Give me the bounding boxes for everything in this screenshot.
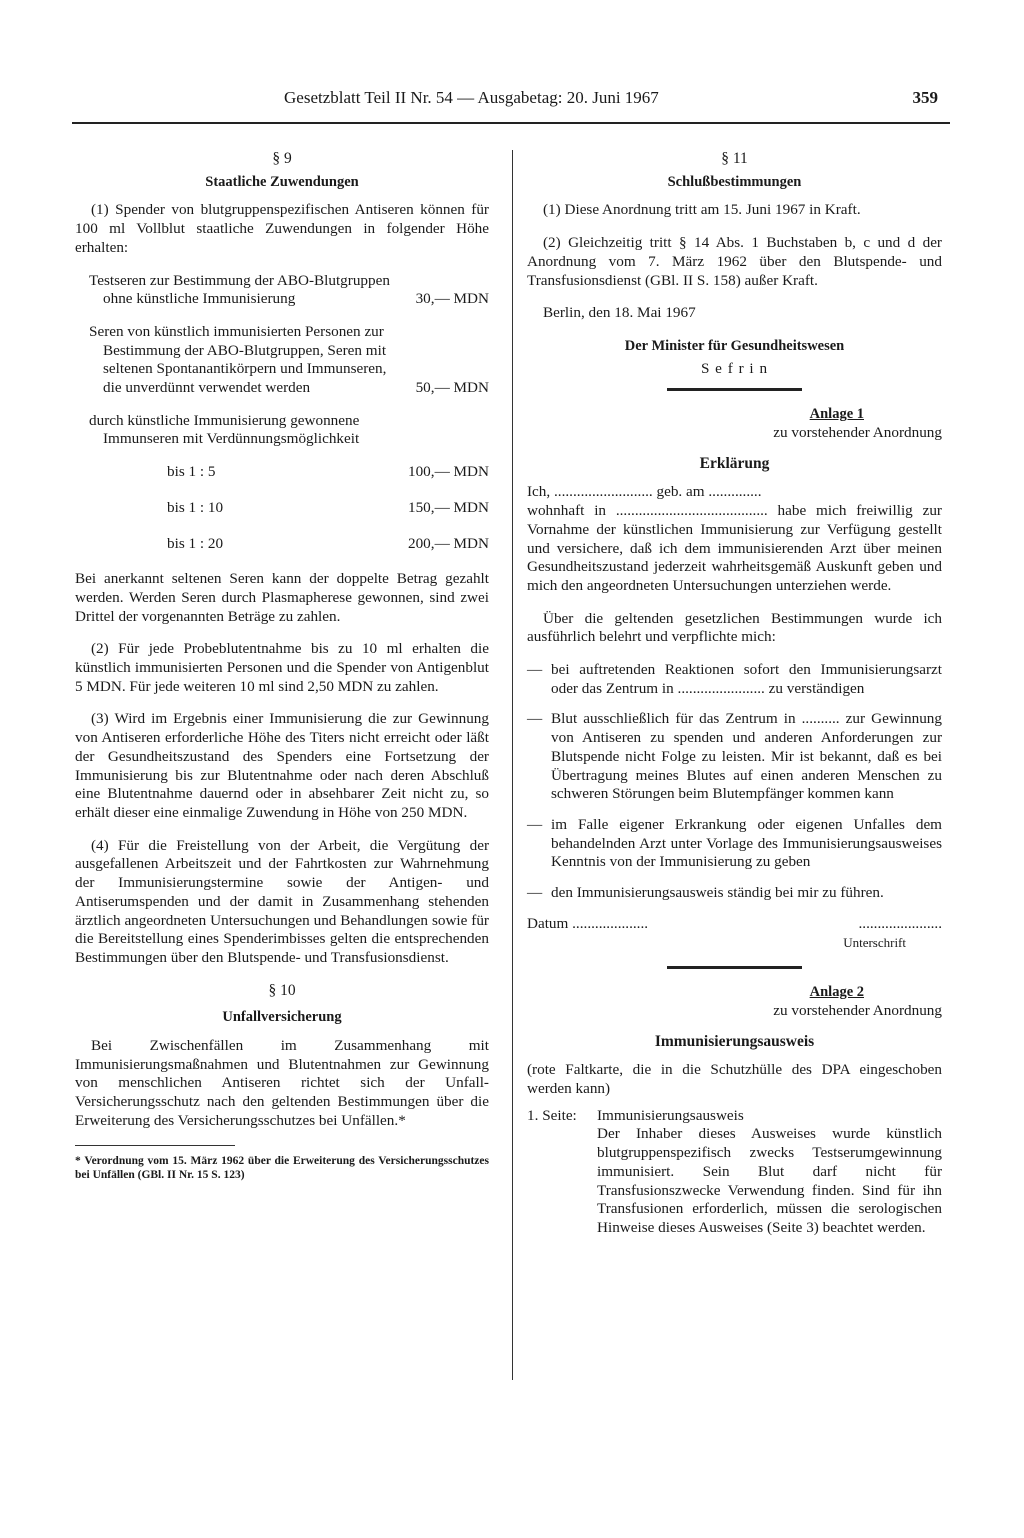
obligation-text: Blut ausschließlich für das Zentrum in .......... zur Gewinnung von Antiseren zu spenden und anderen Anforderungen zur Blutspende nicht Folge zu leisten. Mir ist bekannt, daß es bei Übertragung meines Blutes auf einen anderen Menschen zu schweren Störungen beim Blutempfänger kommen kann [551,710,942,803]
ratio-1-label: bis 1 : 5 [167,463,216,481]
seite-1-label: 1. Seite: [527,1106,577,1124]
signature-label: Unterschrift [843,934,906,950]
signer-name: S e f r i n [700,359,769,377]
section-9-para-3: (3) Wird im Ergebnis einer Immunisierung die zur Gewinnung von Antiseren erforderliche Höhe des Titers nicht erreicht oder läßt der Gesundheitszustand des Spenders eine Fortsetzung der Immunisierung bis zur Blutentnahme oder nach deren Abschluß eine Blutentnahme dauernd oder in absehbarer Zeit nicht zu, so erhält dieser eine einmalige Zuwendung in Höhe von 250 MDN. [75,710,489,821]
obligation-text: im Falle eigener Erkrankung oder eigenen Unfalles dem behandelnden Arzt unter Vorlage des Immunisierungsausweises Kenntnis von der Immunisierung zu geben [551,815,942,871]
signature-dots: ...................... [858,914,942,932]
section-10-para-1: Bei Zwischenfällen im Zusammenhang mit Immunisierungsmaßnahmen und Blutentnahmen zur Gewinnung von menschlichen Antiseren richtet sich der Unfall-Versicherungsschutz nach den geltenden Bestimmungen über die Erweiterung des Versicherungsschutzes bei Unfällen.* [75,1037,489,1129]
fee-1-text: Testseren zur Bestimmung der ABO-Blutgruppen ohne künstliche Immunisierung [89,271,390,308]
section-9-number: § 9 [272,150,292,167]
page-number: 359 [912,88,938,107]
section-9-title: Staatliche Zuwendungen [205,173,359,190]
dash-marker: — [527,710,543,728]
section-rule-2 [667,966,802,969]
seite-1-title: Immunisierungsausweis [597,1106,744,1124]
section-10-number: § 10 [268,981,296,999]
ratio-3-label: bis 1 : 20 [167,534,224,552]
section-11-number: § 11 [721,150,748,167]
fee-2-text: Seren von künstlich immunisierten Personen zur Bestimmung der ABO-Blutgruppen, Seren mit seltenen Spontanantikörpern und Immunseren, die unverdünnt verwendet werden [89,322,387,397]
ausweis-note: (rote Faltkarte, die in die Schutzhülle des DPA eingeschoben werden kann) [527,1061,942,1098]
ratio-row-2 [75,499,489,518]
obligation-item [527,710,942,804]
fee-row-2 [75,323,489,398]
section-11-para-2: (2) Gleichzeitig tritt § 14 Abs. 1 Buchstaben b, c und d der Anordnung vom 7. März 1962 über den Blutspende- und Transfusionsdienst (GBl. II S. 158) außer Kraft. [527,234,942,289]
section-9-para-4: (4) Für die Freistellung von der Arbeit, die Vergütung der ausgefallenen Arbeitszeit und der Fahrtkosten zur Wahrnehmung der Immunisierungstermine sowie der Antigen- und Antiserumspenden und der damit in Zusammenhang stehenden ärztlich angeordneten Untersuchungen und Behandlungen sowie für die Bereitstellung eines Spenderimbisses gelten die entsprechenden Bestimmungen über den Blutspende- und Transfusionsdienst. [75,836,489,966]
datum-field: Datum .................... [527,914,649,932]
ratio-2-amount: 150,— MDN [407,498,489,516]
ratio-row-3 [75,535,489,554]
anlage-2-title: Anlage 2 [809,984,864,1001]
footnote: * Verordnung vom 15. März 1962 über die Erweiterung des Versicherungsschutzes bei Unfällen (GBl. II Nr. 15 S. 123) [75,1154,489,1181]
obligation-text: bei auftretenden Reaktionen sofort den Immunisierungsarzt oder das Zentrum in ....................... zu verständigen [551,661,942,697]
section-9-para-2: (2) Für jede Probeblutentnahme bis zu 10 ml erhalten die künstlich immunisierten Personen und die Spender von Antigenblut 5 MDN. Für jede weiteren 10 ml sind 2,50 MDN zu zahlen. [75,640,489,695]
fee-1-amount: 30,— MDN [415,290,489,308]
erklaerung-para-2: Über die geltenden gesetzlichen Bestimmungen wurde ich ausführlich belehrt und verpflichte mich: [527,609,942,646]
section-11-para-1: (1) Diese Anordnung tritt am 15. Juni 1967 in Kraft. [543,201,861,219]
ausweis-heading: Immunisierungsausweis [654,1032,815,1050]
footnote-rule [75,1145,235,1146]
column-divider [512,150,513,1380]
section-9-para-1b: Bei anerkannt seltenen Seren kann der doppelte Betrag gezahlt werden. Werden Seren durch Plasmapherese gewonnen, sind zwei Drittel der vorgenannten Beträge zu zahlen. [75,570,489,625]
section-11-title: Schlußbestimmungen [667,173,802,190]
page-header [72,88,950,110]
section-rule-1 [667,388,802,391]
left-column [75,150,489,1182]
seite-1-body: Der Inhaber dieses Ausweises wurde künstlich blutgruppenspezifisch zwecks Testserumgewinnung immunisiert. Sein Blut darf nicht für Transfusionszwecke Verwendung finden. Sind für ihn Transfusionen erforderlich, müssen die serologischen Hinweise dieses Ausweises (Seite 3) beachtet werden. [597,1125,942,1236]
fee-3-text: durch künstliche Immunisierung gewonnene Immunseren mit Verdünnungsmöglichkeit [89,411,360,448]
ratio-3-amount: 200,— MDN [407,534,489,552]
ratio-1-amount: 100,— MDN [407,463,489,481]
section-10-title: Unfallversicherung [222,1009,342,1026]
header-rule [72,122,950,124]
anlage-1-title: Anlage 1 [809,406,864,423]
anlage-1-subtitle: zu vorstehender Anordnung [773,424,942,442]
dash-marker: — [527,815,543,833]
ratio-row-1 [75,463,489,482]
obligation-item [527,661,942,698]
section-9-para-1: (1) Spender von blutgruppenspezifischen Antiseren können für 100 ml Vollblut staatliche Zuwendungen in folgender Höhe erhalten: [75,201,489,256]
erklaerung-body: wohnhaft in ........................................ habe mich freiwillig zur Vornahme der künstlichen Immunisierung zur Verfügung gestellt und versichere, daß ich dem immunisierenden Arzt über meinen Gesundheitszustand jederzeit wahrheitsgemäß Auskunft geben und mich den angeordneten Untersuchungen unterziehen werde. [527,502,942,594]
dash-marker: — [527,884,543,902]
signature-row [527,915,942,934]
seite-1-row [527,1107,942,1238]
obligation-text: den Immunisierungsausweis ständig bei mir zu führen. [551,884,884,902]
erklaerung-line-1: Ich, .......................... geb. am .............. [527,483,762,501]
ratio-2-label: bis 1 : 10 [167,498,224,516]
fee-row-1 [75,272,489,309]
header-title: Gesetzblatt Teil II Nr. 54 — Ausgabetag: 20. Juni 1967 [284,88,659,107]
obligation-item [527,816,942,872]
erklaerung-heading: Erklärung [699,454,770,472]
obligation-item [527,884,942,903]
place-date: Berlin, den 18. Mai 1967 [543,304,696,322]
minister-title: Der Minister für Gesundheitswesen [624,337,845,354]
anlage-2-subtitle: zu vorstehender Anordnung [773,1001,942,1019]
fee-row-3 [75,412,489,449]
right-column [527,150,942,1238]
fee-2-amount: 50,— MDN [415,379,489,397]
dash-marker: — [527,661,543,679]
